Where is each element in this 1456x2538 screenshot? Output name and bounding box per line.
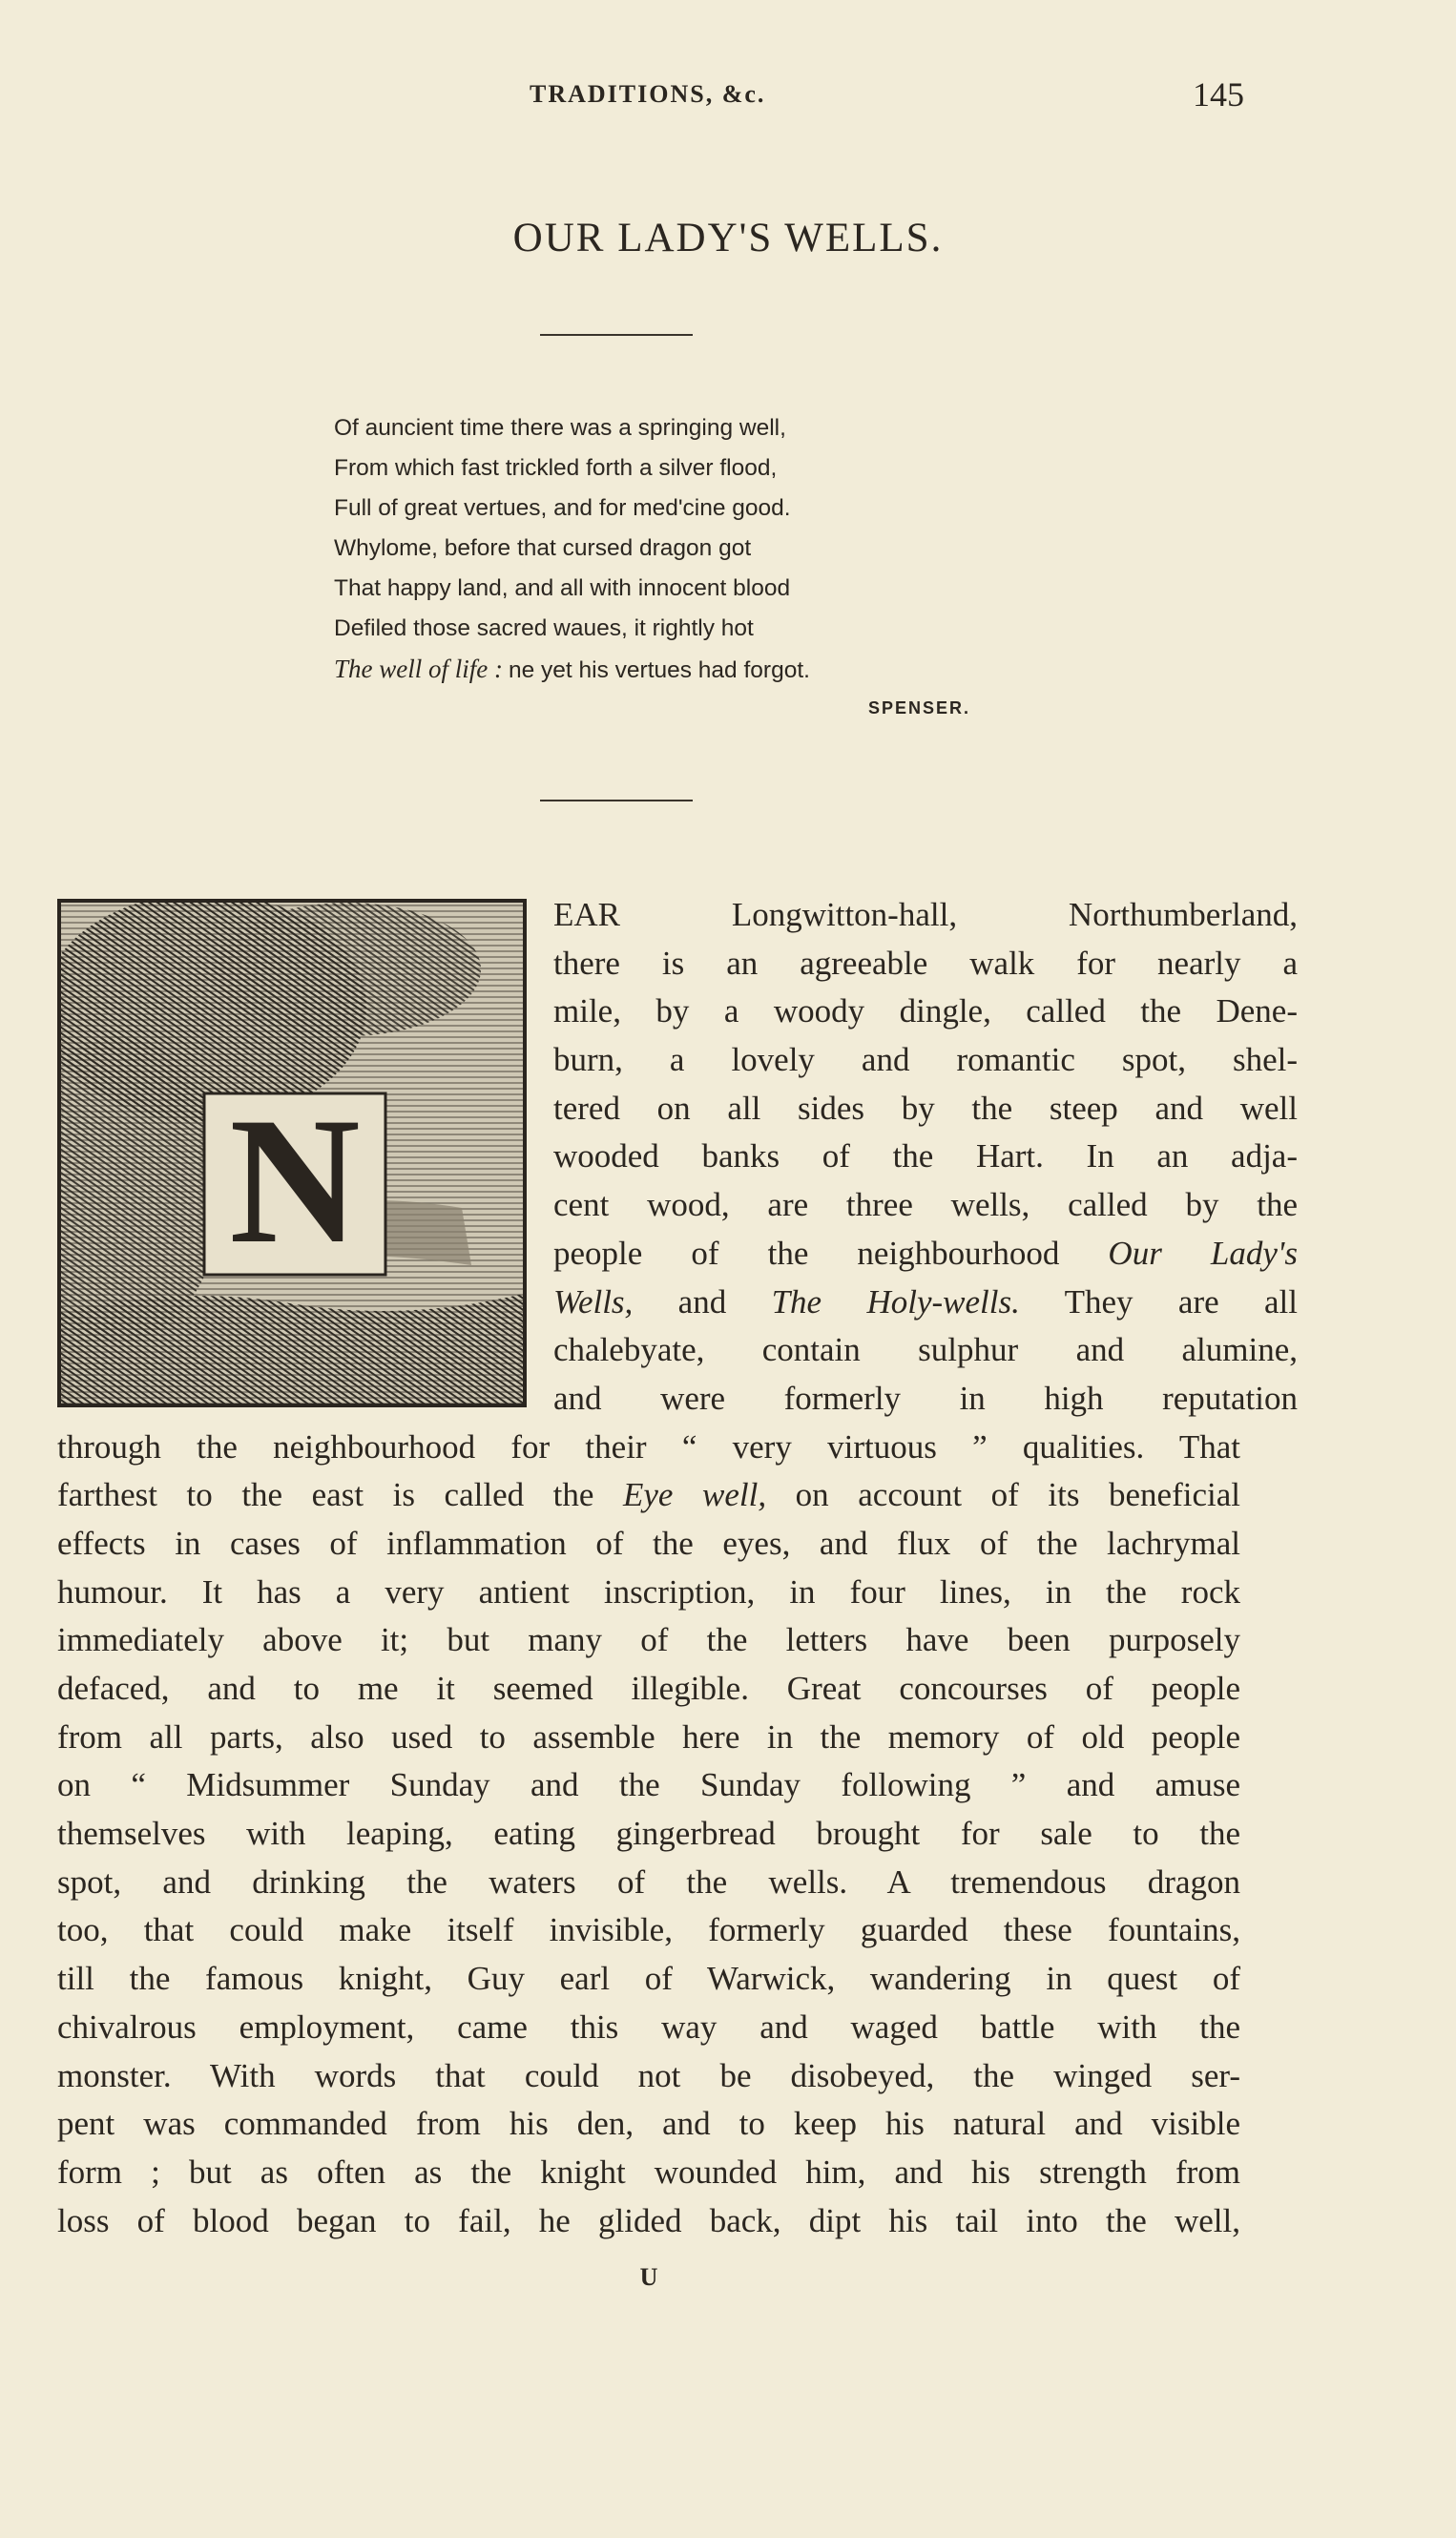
running-title: TRADITIONS, &c. [530, 80, 766, 108]
body-text [57, 891, 1298, 2245]
text-line: on “ Midsummer Sunday and the Sunday following ” and amuse [57, 1766, 1240, 1804]
text-line: there is an agreeable walk for nearly a [553, 944, 1298, 982]
text-line: immediately above it; but many of the letters have been purposely [57, 1621, 1240, 1659]
text-line: spot, and drinking the waters of the wells. A tremendous dragon [57, 1862, 1240, 1901]
text-line: EAR Longwitton-hall, Northumberland, [553, 896, 1298, 933]
text-line: chivalrous employment, came this way and waged battle with the [57, 2008, 1240, 2046]
text-line: through the neighbourhood for their “ very virtuous ” qualities. That [57, 1427, 1240, 1466]
divider-rule-top [540, 334, 693, 336]
text-line: loss of blood began to fail, he glided back, dipt his tail into the well, [57, 2201, 1240, 2239]
italic-phrase: Eye well, [623, 1476, 767, 1514]
text-segment: and [633, 1282, 772, 1321]
text-line: and were formerly in high reputation [553, 1379, 1298, 1417]
text-line: monster. With words that could not be disobeyed, the winged ser- [57, 2056, 1240, 2094]
text-line: effects in cases of inflammation of the eyes, and flux of the lachrymal [57, 1524, 1240, 1562]
text-line: mile, by a woody dingle, called the Dene- [553, 992, 1298, 1030]
epigraph-line: Full of great vertues, and for med'cine good. [334, 495, 791, 521]
epigraph-italic-phrase: The well of life : [334, 655, 503, 683]
text-line: wooded banks of the Hart. In an adja- [553, 1137, 1298, 1175]
text-line [553, 1230, 1298, 1279]
epigraph-line: Defiled those sacred waues, it rightly hot [334, 615, 754, 641]
text-line [553, 1279, 1298, 1327]
epigraph [334, 408, 983, 727]
chapter-title: OUR LADY'S WELLS. [512, 216, 944, 260]
epigraph-line-rest: ne yet his vertues had forgot. [508, 657, 810, 683]
text-line: too, that could make itself invisible, formerly guarded these fountains, [57, 1911, 1240, 1949]
text-segment: people of the neighbourhood [553, 1234, 1109, 1272]
page-number: 145 [1193, 75, 1244, 114]
text-segment: They are all [1019, 1282, 1298, 1321]
epigraph-line: Whylome, before that cursed dragon got [334, 535, 752, 561]
text-segment: on account of its beneficial [766, 1476, 1240, 1514]
divider-rule-bottom [540, 800, 693, 801]
epigraph-line-last [334, 649, 983, 689]
text-line: tered on all sides by the steep and well [553, 1089, 1298, 1127]
italic-phrase: The Holy-wells. [771, 1282, 1020, 1321]
epigraph-line: From which fast trickled forth a silver flood, [334, 455, 778, 481]
text-line: from all parts, also used to assemble here in the memory of old people [57, 1717, 1240, 1756]
epigraph-line: Of auncient time there was a springing well, [334, 415, 786, 441]
italic-phrase: Our Lady's [1108, 1234, 1298, 1272]
text-line: chalebyate, contain sulphur and alumine, [553, 1331, 1298, 1369]
drop-cap-letter: N [229, 1081, 361, 1281]
text-line: burn, a lovely and romantic spot, shel- [553, 1041, 1298, 1079]
text-line: themselves with leaping, eating gingerbread brought for sale to the [57, 1815, 1240, 1853]
signature-mark: U [639, 2263, 658, 2291]
text-line: defaced, and to me it seemed illegible. Great concourses of people [57, 1670, 1240, 1707]
text-line: form ; but as often as the knight wounded him, and his strength from [57, 2153, 1240, 2191]
text-line: cent wood, are three wells, called by the [553, 1186, 1298, 1224]
italic-phrase: Wells, [553, 1282, 634, 1321]
text-line: pent was commanded from his den, and to keep his natural and visible [57, 2105, 1240, 2143]
epigraph-attribution: SPENSER. [867, 698, 970, 718]
epigraph-line: That happy land, and all with innocent blood [334, 575, 791, 601]
text-segment: farthest to the east is called the [57, 1476, 623, 1514]
text-line [57, 1471, 1240, 1520]
text-line: humour. It has a very antient inscription, in four lines, in the rock [57, 1572, 1240, 1611]
running-header [0, 74, 1456, 120]
text-line: till the famous knight, Guy earl of Warwick, wandering in quest of [57, 1960, 1240, 1998]
